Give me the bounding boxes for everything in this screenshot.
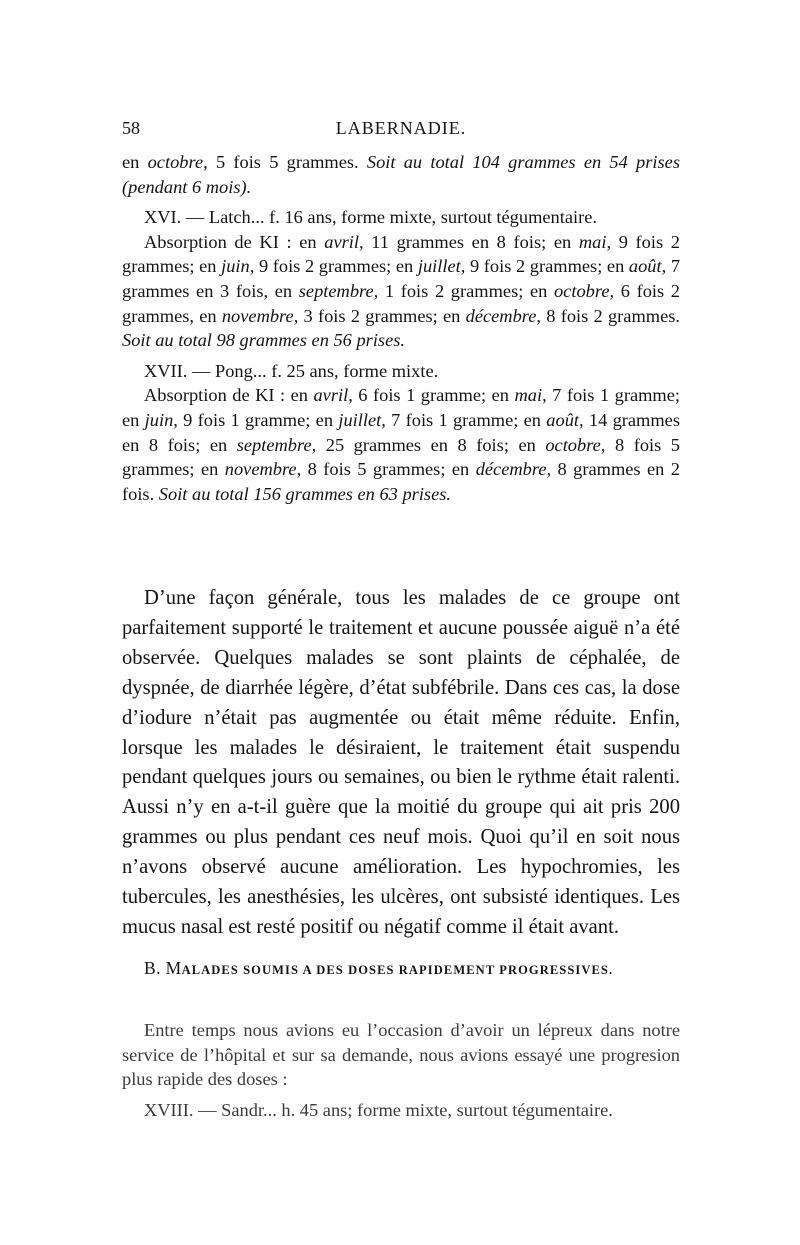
general-discussion-block <box>122 584 680 943</box>
case-18-heading: XVIII. — Sandr... h. 45 ans; forme mixte, surtout tégumentaire. <box>144 1099 613 1120</box>
general-discussion-paragraph: D’une façon générale, tous les malades de ce groupe ont parfaitement supporté le traitement et aucune poussée aiguë n’a été observée. Quelques malades se sont plaints de céphalée, de dyspnée, de diarrhée légère, d’état subfébrile. Dans ces cas, la dose d’iodure n’était pas augmentée ou était même réduite. Enfin, lorsque les malades le désiraient, le traitement était suspendu pendant quelques jours ou semaines, ou bien le rythme était ralenti. Aussi n’y en a-t-il guère que la moitié du groupe qui ait pris 200 grammes ou plus pendant ces neuf mois. Quoi qu’il en soit nous n’avons observé aucune amélioration. Les hypochromies, les tubercules, les anesthésies, les ulcères, ont subsisté identiques. Les mucus nasal est resté positif ou négatif comme il était avant. <box>122 587 680 938</box>
case-16-heading: XVI. — Latch... f. 16 ans, forme mixte, surtout tégumentaire. <box>144 207 598 228</box>
case-16-absorption: Absorption de KI : en avril, 11 grammes en 8 fois; en mai, 9 fois 2 grammes; en juin, 9 fois 2 grammes; en juillet, 9 fois 2 grammes; en août, 7 grammes en 3 fois, en septembre, 1 fois 2 grammes; en octobre, 6 fois 2 grammes, en novembre, 3 fois 2 grammes; en décembre, 8 fois 2 grammes. Soit au total 98 grammes en 56 prises. <box>122 231 681 351</box>
case-17-absorption: Absorption de KI : en avril, 6 fois 1 gramme; en mai, 7 fois 1 gramme; en juin, 9 fois 1 gramme; en juillet, 7 fois 1 gramme; en août, 14 grammes en 8 fois; en septembre, 25 grammes en 8 fois; en octobre, 8 fois 5 grammes; en novembre, 8 fois 5 grammes; en décembre, 8 grammes en 2 fois. Soit au total 156 grammes en 63 prises. <box>122 385 680 504</box>
running-head: LABERNADIE. <box>335 118 467 138</box>
section-b-intro-block <box>122 1018 680 1122</box>
page-number: 58 <box>122 118 140 138</box>
page-header <box>122 118 680 144</box>
case-notes-block <box>122 150 680 506</box>
case-17-heading: XVII. — Pong... f. 25 ans, forme mixte. <box>144 360 439 381</box>
case-15-continuation: en octobre, 5 fois 5 grammes. Soit au total 104 grammes en 54 prises (pendant 6 mois). <box>122 152 680 197</box>
section-b-heading: B. MALADES SOUMIS A DES DOSES RAPIDEMENT PROGRESSIVES. <box>144 958 614 978</box>
section-b-intro-paragraph: Entre temps nous avions eu l’occasion d’avoir un lépreux dans notre service de l’hôpital et sur sa demande, nous avions essayé une progresion plus rapide des doses : <box>122 1020 680 1090</box>
